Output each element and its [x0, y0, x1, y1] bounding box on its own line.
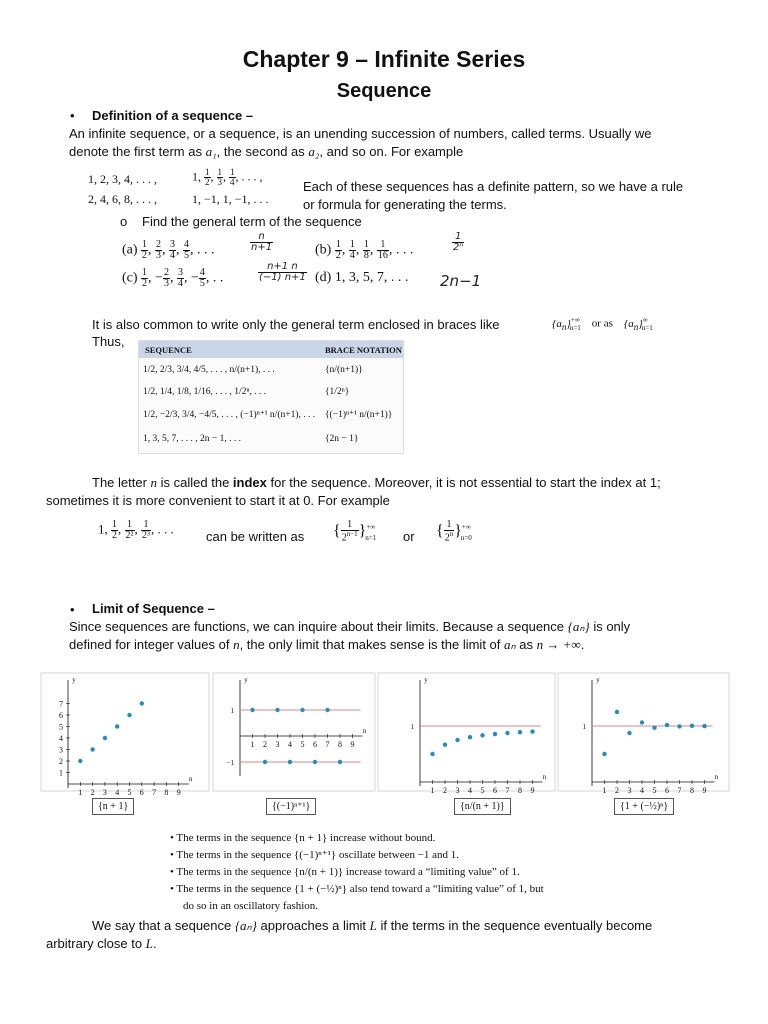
example-seq-4: 1, −1, 1, −1, . . .	[192, 192, 269, 206]
y-tick-label: 4	[59, 734, 63, 743]
data-point	[627, 731, 631, 735]
data-point	[103, 736, 107, 740]
definition-text-1: An infinite sequence, or a sequence, is an unending succession of numbers, called terms. Usually we	[69, 126, 652, 141]
index-text-1	[92, 474, 661, 492]
table-row-1-seq: 1/2, 2/3, 3/4, 4/5, . . . , n/(n+1), . . .	[143, 365, 275, 375]
x-tick-label: 5	[480, 786, 485, 795]
problem-d	[315, 270, 408, 286]
x-tick-label: 2	[615, 786, 619, 795]
conclusion-text-1c: if the terms in the sequence eventually become	[376, 918, 653, 933]
table-row-2-brace: {1/2ⁿ}	[325, 387, 350, 397]
or-text: or	[403, 529, 415, 544]
data-point	[602, 752, 606, 756]
hand-b-den: 2ⁿ	[453, 242, 464, 253]
handwritten-b	[452, 232, 464, 253]
y-tick-label: 7	[59, 699, 63, 709]
frac: $\frac{1}{4}$	[230, 167, 235, 187]
data-point	[615, 710, 619, 714]
data-point	[480, 733, 484, 737]
plot-caption-2: {(−1)ⁿ⁺¹}	[266, 798, 316, 815]
x-tick-label: 4	[288, 740, 292, 749]
frac: $\frac{1}{2}$	[205, 167, 210, 187]
data-point	[652, 726, 656, 730]
x-tick-label: 4	[468, 786, 472, 795]
data-point	[90, 747, 94, 751]
bullet-dot: •	[70, 108, 75, 123]
definition-text-2	[69, 143, 463, 161]
definition-text-2b: , the second as	[216, 144, 309, 159]
sub-bullet-circle: o	[120, 214, 128, 229]
x-tick-label: 2	[90, 788, 95, 797]
index-example-lead: 1,	[98, 521, 108, 537]
data-point	[115, 724, 119, 728]
data-point	[275, 708, 279, 712]
x-tick-label: 7	[505, 786, 510, 795]
x-tick-label: 2	[263, 740, 267, 749]
data-point	[430, 752, 434, 756]
data-point	[493, 732, 497, 736]
limit-text-1b: is only	[589, 619, 631, 634]
table-row-2-seq: 1/2, 1/4, 1/8, 1/16, . . . , 1/2ⁿ, . . .	[143, 387, 267, 397]
fact-item: • The terms in the sequence {(−1)ⁿ⁺¹} oscillate between −1 and 1.	[170, 849, 460, 861]
x-tick-label: 8	[164, 788, 169, 797]
brace-form-2: { $\frac{1}{2^n}$ }$^{+\infty}_{n=0}$	[436, 519, 472, 544]
data-point	[530, 729, 534, 733]
y-tick-label: 3	[59, 745, 63, 755]
x-tick-label: 9	[350, 740, 355, 749]
handwritten-c	[258, 262, 307, 283]
definition-heading: Definition of a sequence –	[92, 108, 254, 123]
y-tick-label: 1	[582, 723, 586, 731]
data-point	[443, 742, 447, 746]
data-point	[518, 730, 522, 734]
bullet-dot: •	[70, 602, 75, 617]
hand-c-num: n+1 n	[258, 262, 307, 273]
data-point	[640, 720, 644, 724]
problem-d-label: (d)	[315, 270, 332, 285]
x-tick-label: 5	[300, 740, 305, 749]
y-tick-label: 1	[59, 768, 63, 778]
table-col-sequence: SEQUENCE	[145, 345, 192, 355]
x-tick-label: 9	[702, 786, 707, 795]
x-tick-label: 7	[152, 788, 157, 797]
x-tick-label: 3	[275, 740, 280, 749]
conclusion-text-2	[46, 935, 157, 953]
brace-notation-inline: $\{a_n\}^{+\infty}_{n=1}$ or as $\{a_n\}^\infty_{n=1}$	[552, 316, 653, 332]
definition-text-2c: , and so on. For example	[319, 144, 464, 159]
x-tick-label: 8	[338, 740, 342, 749]
y-tick-label: 6	[59, 711, 63, 720]
can-be-written-as: can be written as	[206, 529, 305, 544]
data-point	[140, 701, 144, 705]
index-text-2: sometimes it is more convenient to start it at 0. For example	[46, 493, 390, 508]
index-word: index	[232, 475, 267, 490]
x-tick-label: 5	[127, 788, 132, 797]
y-axis-label: y	[424, 676, 428, 684]
y-axis-label: y	[596, 676, 600, 684]
x-tick-label: 6	[665, 786, 669, 795]
table-row-3-brace: {(−1)ⁿ⁺¹ n/(n+1)}	[325, 410, 393, 420]
plot-caption-1: {n + 1}	[92, 798, 134, 815]
x-axis-label: n	[542, 773, 547, 781]
frac: $\frac{1}{3}$	[217, 167, 222, 187]
x-tick-label: 7	[325, 740, 330, 749]
an-symbol: aₙ	[504, 637, 516, 652]
rule-text-1: Each of these sequences has a definite pattern, so we have a rule	[303, 179, 684, 194]
table-row-4-seq: 1, 3, 5, 7, . . . , 2n − 1, . . .	[143, 434, 241, 444]
brace-table	[138, 340, 404, 454]
plot-frame	[213, 673, 375, 791]
x-tick-label: 9	[176, 788, 181, 797]
table-row-1-brace: {n/(n+1)}	[325, 365, 363, 375]
conclusion-text-1a: We say that a sequence	[92, 918, 235, 933]
hand-a-num: n	[250, 232, 273, 243]
y-axis-label: y	[244, 676, 248, 684]
definition-text-2a: denote the first term as	[69, 144, 206, 159]
conclusion-text-1	[92, 917, 652, 935]
fact-text: do so in an oscillatory fashion.	[183, 900, 319, 912]
index-text-1c: for the sequence. Moreover, it is not essential to start the index at 1;	[266, 475, 661, 490]
hand-c-den: (−1) n+1	[259, 272, 306, 283]
L-symbol: L	[145, 936, 153, 951]
example-seq-1: 1, 2, 3, 4, . . . ,	[88, 172, 157, 186]
plot-frame	[41, 673, 209, 791]
fact-item	[170, 898, 544, 915]
data-point	[288, 760, 292, 764]
plot-caption-4: {1 + (−½)ⁿ}	[614, 798, 674, 815]
general-term-bullet: Find the general term of the sequence	[142, 214, 362, 229]
limit-arrow: n → +∞	[536, 637, 581, 652]
limit-text-1	[69, 618, 630, 636]
plot-frame	[378, 673, 555, 791]
index-text-1a: The letter	[92, 475, 151, 490]
conclusion-text-2b: .	[152, 936, 157, 951]
seq-symbol: {aₙ}	[234, 918, 257, 933]
x-tick-label: 1	[78, 788, 83, 797]
n-symbol: n	[150, 475, 158, 490]
x-tick-label: 1	[430, 786, 435, 795]
problem-b-label: (b)	[315, 242, 332, 258]
a2-symbol: a₂	[308, 144, 320, 159]
brace-form-1: { $\frac{1}{2^{n-1}}$ }$^{+\infty}_{n=1}$	[333, 519, 377, 544]
data-point	[78, 759, 82, 763]
data-point	[702, 724, 706, 728]
hand-b-num: 1	[452, 232, 464, 243]
problem-c-label: (c)	[122, 270, 138, 286]
data-point	[468, 735, 472, 739]
x-tick-label: 8	[518, 786, 522, 795]
x-tick-label: 3	[627, 786, 632, 795]
problem-d-seq: 1, 3, 5, 7, . . .	[334, 270, 409, 285]
x-tick-label: 6	[139, 788, 144, 797]
index-example: 1, $\frac{1}{2}$ , $\frac{1}{\text{2²}}$ , $\frac{1}{\text{2³}}$ , . . .	[98, 519, 174, 541]
data-point	[677, 724, 681, 728]
data-point	[665, 723, 669, 727]
problem-a-label: (a)	[122, 242, 138, 258]
data-point	[127, 713, 131, 717]
conclusion-text-2a: arbitrary close to	[46, 936, 146, 951]
data-point	[250, 708, 254, 712]
limit-text-1a: Since sequences are functions, we can inquire about their limits. Because a sequence	[69, 619, 568, 634]
y-tick-label: 1	[230, 707, 234, 715]
fact-text: The terms in the sequence {(−1)ⁿ⁺¹} oscillate between −1 and 1.	[176, 849, 460, 861]
a1-symbol: a₁	[205, 144, 217, 159]
fact-item: • The terms in the sequence {n + 1} increase without bound.	[170, 832, 436, 844]
data-point	[505, 731, 509, 735]
x-tick-label: 3	[455, 786, 460, 795]
x-tick-label: 6	[493, 786, 497, 795]
x-tick-label: 6	[313, 740, 317, 749]
x-tick-label: 4	[115, 788, 120, 797]
x-tick-label: 1	[602, 786, 607, 795]
fact-item: • The terms in the sequence {n/(n + 1)} increase toward a “limiting value” of 1.	[170, 866, 520, 878]
facts-list	[170, 830, 544, 915]
y-tick-label: 1	[410, 723, 414, 731]
data-point	[338, 760, 342, 764]
x-tick-label: 7	[677, 786, 682, 795]
x-axis-label: n	[714, 773, 719, 781]
handwritten-d: 2n−1	[440, 272, 482, 290]
x-tick-label: 3	[102, 788, 107, 797]
brace-text: It is also common to write only the general term enclosed in braces like	[92, 317, 500, 332]
limit-heading: Limit of Sequence –	[92, 601, 215, 616]
limit-text-2d: .	[580, 637, 585, 652]
x-tick-label: 2	[443, 786, 447, 795]
y-tick-label: 2	[59, 757, 63, 766]
or-as-text: or as	[591, 317, 613, 330]
fact-text: The terms in the sequence {1 + (−½)ⁿ} also tend toward a “limiting value” of 1, but	[176, 883, 544, 895]
seq-symbol: {aₙ}	[567, 619, 590, 634]
table-row-3-seq: 1/2, −2/3, 3/4, −4/5, . . . , (−1)ⁿ⁺¹ n/(n+1), . . .	[143, 410, 316, 420]
fact-text: The terms in the sequence {n + 1} increase without bound.	[176, 832, 436, 844]
handwritten-a	[250, 232, 273, 253]
x-tick-label: 1	[250, 740, 255, 749]
limit-text-2a: defined for integer values of	[69, 637, 234, 652]
plot-frame	[558, 673, 729, 791]
index-text-1b: is called the	[157, 475, 233, 490]
page-title: Chapter 9 – Infinite Series	[242, 46, 526, 72]
x-axis-label: n	[188, 775, 193, 783]
problem-b: (b) $\frac{1}{2}$ , $\frac{1}{4}$ , $\frac{1}{8}$ , $\frac{1}{16}$ , . . .	[315, 239, 414, 261]
example-seq-3: 1, $\frac{1}{2}$ , $\frac{1}{3}$ , $\frac{1}{4}$ , . . . ,	[192, 167, 263, 187]
conclusion-text-1b: approaches a limit	[256, 918, 370, 933]
limit-text-2c: as	[515, 637, 537, 652]
data-point	[690, 724, 694, 728]
thus-text: Thus,	[92, 334, 125, 349]
page-subtitle: Sequence	[336, 80, 432, 102]
data-point	[455, 738, 459, 742]
x-tick-label: 9	[530, 786, 535, 795]
plot-caption-3: {n/(n + 1)}	[454, 798, 511, 815]
data-point	[313, 760, 317, 764]
example-seq-3-lead: 1,	[192, 169, 204, 184]
fact-item: • The terms in the sequence {1 + (−½)ⁿ} also tend toward a “limiting value” of 1, but	[170, 883, 544, 895]
limit-text-2b: , the only limit that makes sense is the limit of	[239, 637, 504, 652]
table-row-4-brace: {2n − 1}	[325, 434, 359, 444]
L-symbol: L	[369, 918, 377, 933]
x-tick-label: 5	[652, 786, 657, 795]
problem-a: (a) $\frac{1}{2}$ , $\frac{2}{3}$ , $\frac{3}{4}$ , $\frac{4}{5}$ , . . .	[122, 239, 215, 261]
y-tick-label: −1	[226, 759, 234, 767]
x-axis-label: n	[362, 727, 367, 735]
n-symbol: n	[233, 637, 240, 652]
fact-text: The terms in the sequence {n/(n + 1)} increase toward a “limiting value” of 1.	[176, 866, 520, 878]
limit-text-2	[69, 636, 584, 654]
y-axis-label: y	[72, 676, 76, 684]
rule-text-2: or formula for generating the terms.	[303, 197, 507, 212]
example-seq-2: 2, 4, 6, 8, . . . ,	[88, 192, 157, 206]
y-tick-label: 5	[59, 722, 63, 732]
data-point	[263, 760, 267, 764]
x-tick-label: 4	[640, 786, 644, 795]
hand-a-den: n+1	[251, 242, 273, 253]
data-point	[325, 708, 329, 712]
table-col-brace: BRACE NOTATION	[325, 345, 402, 355]
x-tick-label: 8	[690, 786, 694, 795]
problem-c: (c) $\frac{1}{2}$ , − $\frac{2}{3}$ , $\frac{3}{4}$ , − $\frac{4}{5}$ , . .	[122, 267, 224, 289]
data-point	[300, 708, 304, 712]
